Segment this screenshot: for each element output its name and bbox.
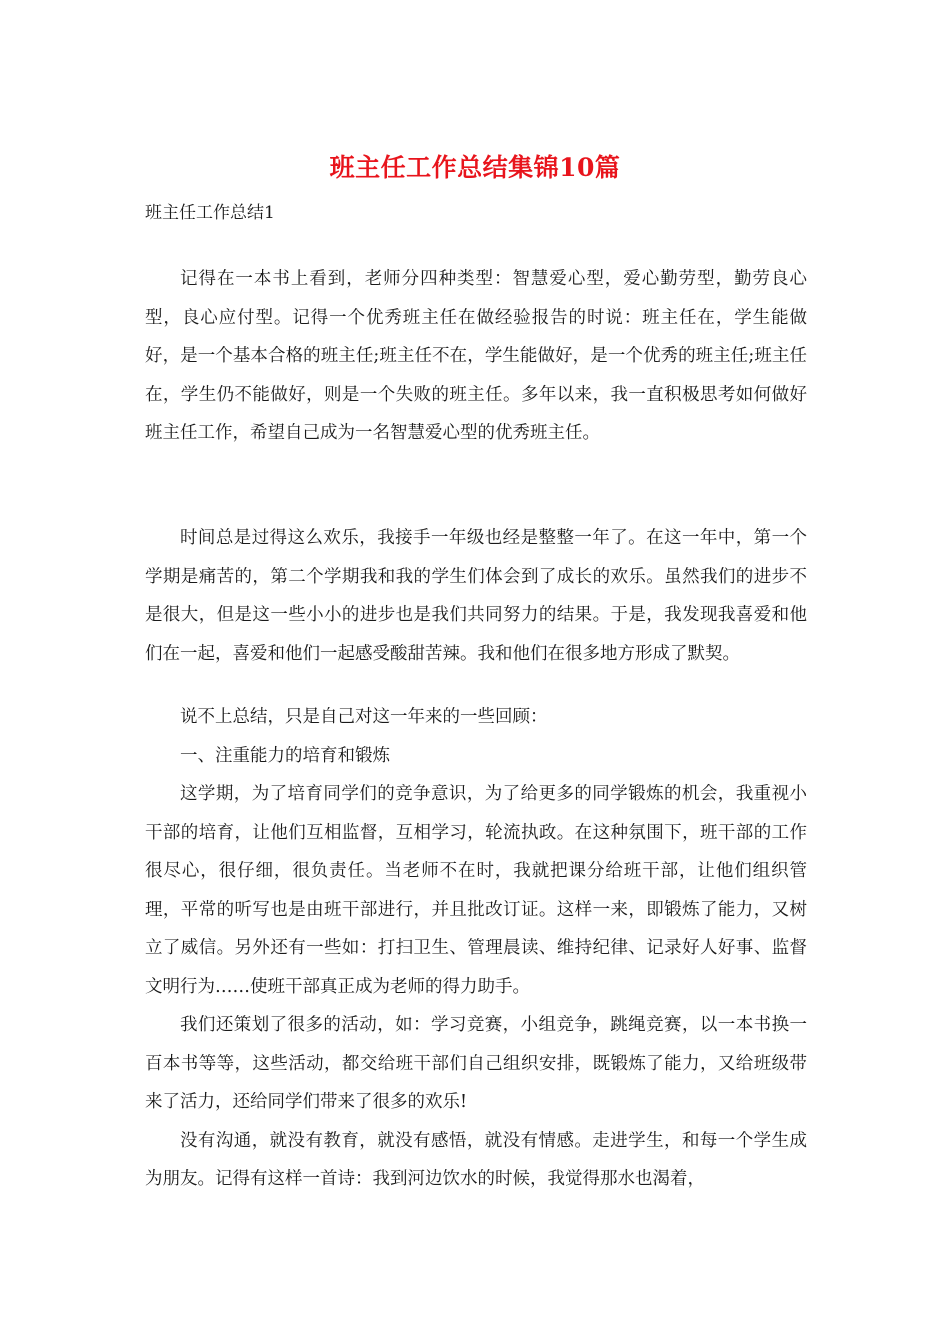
paragraph-block-3 (145, 698, 807, 1199)
section-heading: 班主任工作总结1 (145, 203, 275, 223)
paragraph: 说不上总结，只是自己对这一年来的一些回顾： (180, 707, 548, 727)
paragraph: 我们还策划了很多的活动，如：学习竞赛，小组竞争，跳绳竞赛，以一本书换一百本书等等，这些活动，都交给班干部们自己组织安排，既锻炼了能力，又给班级带来了活力，还给同学们带来了很多的欢乐! (145, 1015, 807, 1112)
paragraph-block-2 (145, 519, 807, 673)
paragraph-block-1 (145, 260, 807, 453)
subsection-heading: 一、注重能力的培育和锻炼 (180, 745, 390, 766)
paragraph: 没有沟通，就没有教育，就没有感悟，就没有情感。走进学生，和每一个学生成为朋友。记得有这样一首诗：我到河边饮水的时候，我觉得那水也渴着， (145, 1130, 807, 1189)
paragraph: 这学期，为了培育同学们的竞争意识，为了给更多的同学锻炼的机会，我重视小干部的培育，让他们互相监督，互相学习，轮流执政。在这种氛围下，班干部的工作很尽心，很仔细，很负责任。当老师不在时，我就把课分给班干部，让他们组织管理，平常的听写也是由班干部进行，并且批改订证。这样一来，即锻炼了能力，又树立了威信。另外还有一些如：打扫卫生、管理晨读、维持纪律、记录好人好事、监督文明行为……使班干部真正成为老师的得力助手。 (145, 784, 807, 997)
document-title: 班主任工作总结集锦10篇 (329, 153, 621, 182)
paragraph: 记得在一本书上看到，老师分四种类型：智慧爱心型，爱心勤劳型，勤劳良心型，良心应付型。记得一个优秀班主任在做经验报告的时说：班主任在，学生能做好，是一个基本合格的班主任;班主任不在，学生能做好，是一个优秀的班主任;班主任在，学生仍不能做好，则是一个失败的班主任。多年以来，我一直积极思考如何做好班主任工作，希望自己成为一名智慧爱心型的优秀班主任。 (145, 269, 807, 443)
paragraph: 时间总是过得这么欢乐，我接手一年级也经是整整一年了。在这一年中，第一个学期是痛苦的，第二个学期我和我的学生们体会到了成长的欢乐。虽然我们的进步不是很大，但是这一些小小的进步也是我们共同努力的结果。于是，我发现我喜爱和他们在一起，喜爱和他们一起感受酸甜苦辣。我和他们在很多地方形成了默契。 (145, 528, 807, 664)
